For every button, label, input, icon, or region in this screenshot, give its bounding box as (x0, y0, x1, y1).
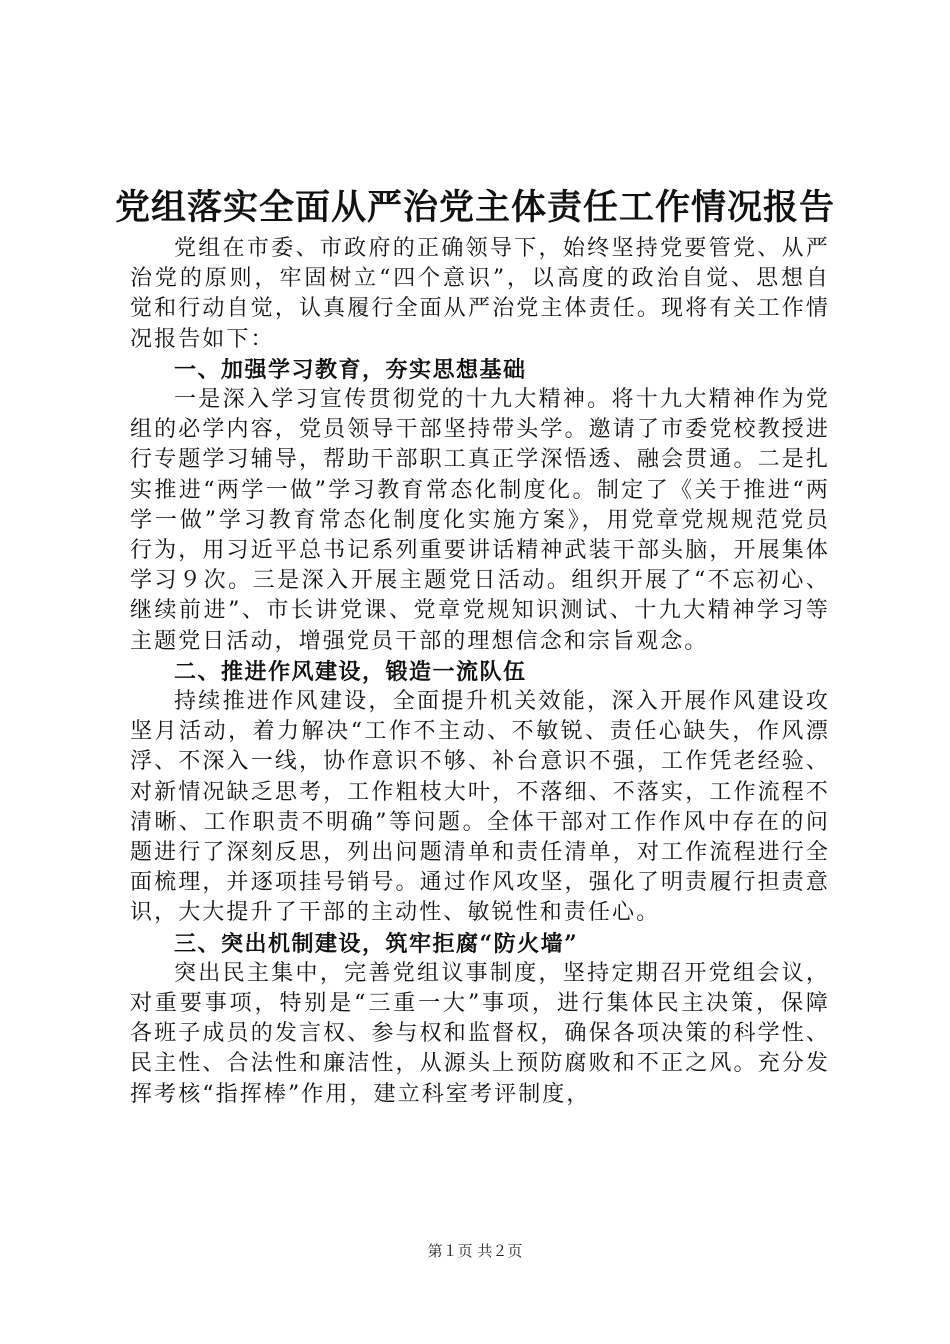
section-body-1: 一是深入学习宣传贯彻党的十九大精神。将十九大精神作为党组的必学内容，党员领导干部坚持带头学。邀请了市委党校教授进行专题学习辅导，帮助干部职工真正学深悟透、融会贯通。二是扎实推进“两学一做”学习教育常态化制度化。制定了《关于推进“两学一做”学习教育常态化制度化实施方案》，用党章党规规范党员行为，用习近平总书记系列重要讲话精神武装干部头脑，开展集体学习９次。三是深入开展主题党日活动。组织开展了“不忘初心、继续前进”、市长讲党课、党章党规知识测试、十九大精神学习等主题党日活动，增强党员干部的理想信念和宗旨观念。 (130, 387, 830, 654)
section-heading-1: 一、加强学习教育，夯实思想基础 (174, 356, 527, 383)
section-body-3: 突出民主集中，完善党组议事制度，坚持定期召开党组会议，对重要事项，特别是“三重一大”事项，进行集体民主决策，保障各班子成员的发言权、参与权和监督权，确保各项决策的科学性、民主性、合法性和廉洁性，从源头上预防腐败和不正之风。充分发挥考核“指挥棒”作用，建立科室考评制度， (130, 960, 830, 1107)
section-heading-3: 三、突出机制建设，筑牢拒腐“防火墙” (174, 930, 579, 957)
document-title: 党组落实全面从严治党主体责任工作情况报告 (114, 187, 835, 228)
intro-paragraph: 党组在市委、市政府的正确领导下，始终坚持党要管党、从严治党的原则，牢固树立“四个意识”，以高度的政治自觉、思想自觉和行动自觉，认真履行全面从严治党主体责任。现将有关工作情况报告如下： (130, 236, 830, 352)
section-body-2: 持续推进作风建设，全面提升机关效能，深入开展作风建设攻坚月活动，着力解决“工作不主动、不敏锐、责任心缺失，作风漂浮、不深入一线，协作意识不够、补台意识不强，工作凭老经验、对新情况缺乏思考，工作粗枝大叶，不落细、不落实，工作流程不清晰、工作职责不明确”等问题。全体干部对工作作风中存在的问题进行了深刻反思，列出问题清单和责任清单，对工作流程进行全面梳理，并逐项挂号销号。通过作风攻坚，强化了明责履行担责意识，大大提升了干部的主动性、敏锐性和责任心。 (130, 689, 830, 926)
document-body (130, 234, 830, 1110)
page-footer: 第１页 共２页 (427, 1242, 523, 1260)
section-heading-2: 二、推进作风建设，锻造一流队伍 (174, 658, 527, 685)
